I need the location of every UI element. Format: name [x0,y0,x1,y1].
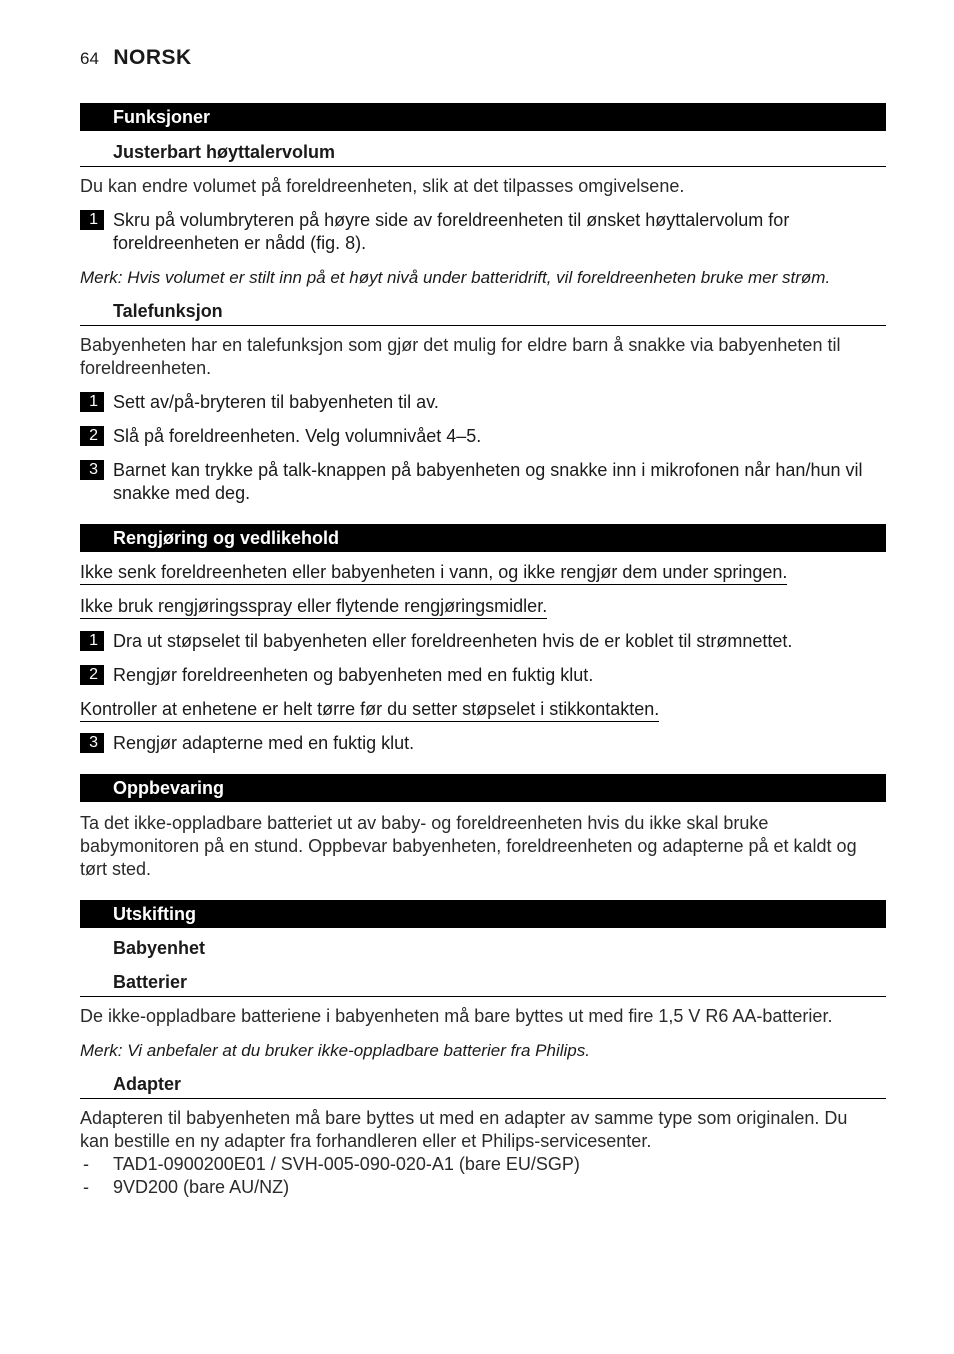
list-item-text: 9VD200 (bare AU/NZ) [113,1177,290,1197]
dash-bullet: - [83,1154,89,1174]
note-batterier: Merk: Vi anbefaler at du bruker ikke-oppladbare batterier fra Philips. [80,1041,590,1060]
step-number: 3 [80,460,104,480]
step-number: 1 [80,392,104,412]
subheading-adapter: Adapter [80,1073,886,1099]
step-text: Rengjør adapterne med en fuktig klut. [113,733,415,753]
paragraph-oppbevaring: Ta det ikke-oppladbare batteriet ut av baby- og foreldreenheten hvis du ikke skal bruke babymonitoren på en stund. Oppbevar babyenheten, foreldreenheten og adapterne på et kaldt og tørt sted. [80,813,857,879]
step-number: 1 [80,631,104,651]
step-rengjoring-2 [80,664,886,687]
note-justerbart: Merk: Hvis volumet er stilt inn på et høyt nivå under batteridrift, vil foreldreenheten bruke mer strøm. [80,268,831,287]
step-tale-2 [80,425,886,448]
step-number: 3 [80,733,104,753]
step-number: 2 [80,665,104,685]
subheading-babyenhet: Babyenhet [113,938,206,958]
subheading-talefunksjon: Talefunksjon [80,300,886,326]
step-tale-1 [80,391,886,414]
step-tale-3 [80,459,886,505]
step-text: Dra ut støpselet til babyenheten eller foreldreenheten hvis de er koblet til strømnettet. [113,631,793,651]
adapter-list [80,1153,880,1199]
list-item [80,1176,880,1199]
paragraph-batterier: De ikke-oppladbare batteriene i babyenheten må bare byttes ut med fire 1,5 V R6 AA-batterier. [80,1006,833,1026]
paragraph-justerbart-intro: Du kan endre volumet på foreldreenheten, slik at det tilpasses omgivelsene. [80,176,685,196]
page-header [80,46,192,70]
paragraph-adapter: Adapteren til babyenheten må bare byttes ut med en adapter av samme type som originalen. Du kan bestille en ny adapter fra forhandleren eller et Philips-servicesenter. [80,1108,848,1151]
dash-bullet: - [83,1177,89,1197]
step-text: Rengjør foreldreenheten og babyenheten med en fuktig klut. [113,665,594,685]
step-number: 2 [80,426,104,446]
paragraph-tale-intro: Babyenheten har en talefunksjon som gjør det mulig for eldre barn å snakke via babyenheten til foreldreenheten. [80,335,841,378]
section-header-oppbevaring: Oppbevaring [80,774,886,802]
step-text: Barnet kan trykke på talk-knappen på babyenheten og snakke inn i mikrofonen når han/hun vil snakke med deg. [113,460,863,503]
page-number: 64 [80,49,99,68]
section-header-utskifting: Utskifting [80,900,886,928]
subheading-batterier: Batterier [80,971,886,997]
section-header-funksjoner: Funksjoner [80,103,886,131]
warning-rengjoring-2: Ikke bruk rengjøringsspray eller flytende rengjøringsmidler. [80,595,547,619]
step-text: Slå på foreldreenheten. Velg volumnivået 4–5. [113,426,482,446]
step-justerbart-1 [80,209,886,255]
step-text: Skru på volumbryteren på høyre side av foreldreenheten til ønsket høyttalervolum for foreldreenheten er nådd (fig. 8). [113,210,790,253]
warning-rengjoring-3: Kontroller at enhetene er helt tørre før du setter støpselet i stikkontakten. [80,698,659,722]
step-rengjoring-3 [80,732,886,755]
section-header-rengjoring: Rengjøring og vedlikehold [80,524,886,552]
subheading-justerbart: Justerbart høyttalervolum [80,141,886,167]
step-rengjoring-1 [80,630,886,653]
page-language: NORSK [113,46,192,69]
list-item-text: TAD1-0900200E01 / SVH-005-090-020-A1 (bare EU/SGP) [113,1154,580,1174]
step-number: 1 [80,210,104,230]
step-text: Sett av/på-bryteren til babyenheten til av. [113,392,439,412]
list-item [80,1153,880,1176]
warning-rengjoring-1: Ikke senk foreldreenheten eller babyenheten i vann, og ikke rengjør dem under springen. [80,561,787,585]
